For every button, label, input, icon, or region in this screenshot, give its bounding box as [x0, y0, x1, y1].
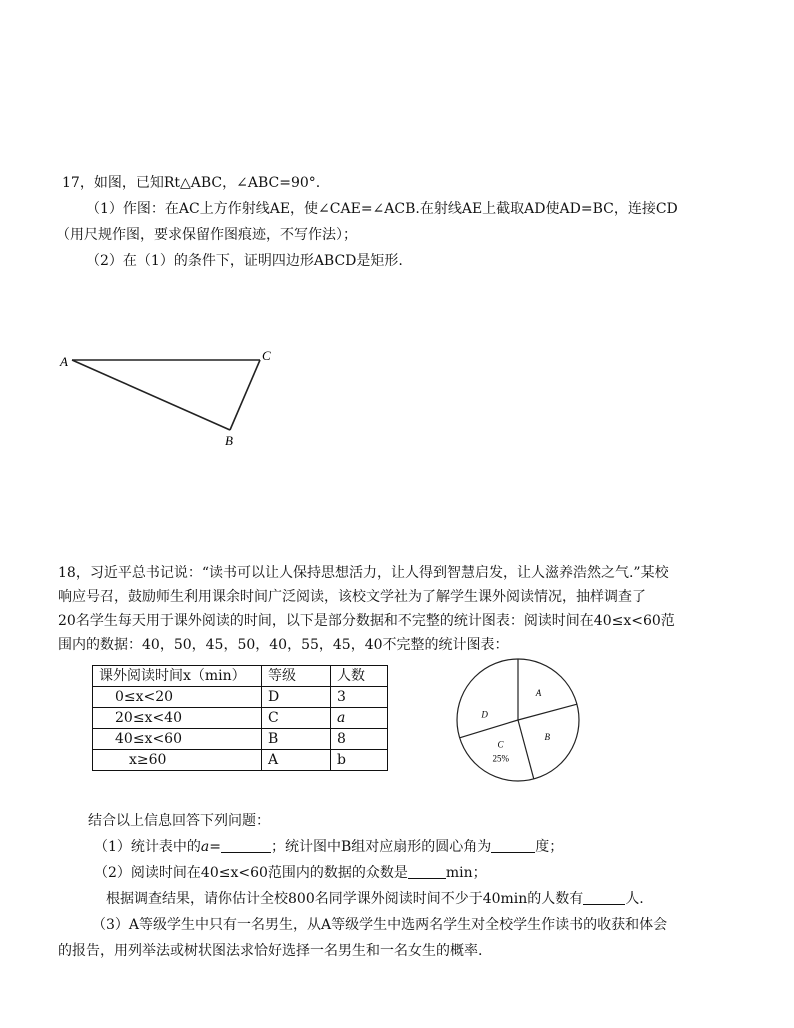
q18-intro: 结合以上信息回答下列问题： [88, 813, 270, 829]
q17-part1-line1: （1）作图：在AC上方作射线AE，使∠CAE=∠ACB.在射线AE上截取AD使AD=BC，连接CD [86, 201, 678, 217]
q18-sub1-text-d: 度； [535, 839, 564, 855]
pie-label-a: A [535, 688, 542, 699]
label-b: B [225, 433, 233, 448]
pie-percent-c: 25% [492, 753, 510, 764]
table-cell: 3 [331, 687, 388, 708]
table-cell: 0≤x<20 [93, 687, 262, 708]
q18-sub1-var: a= [200, 839, 221, 855]
table-cell: x≥60 [93, 750, 262, 771]
q18-line1: 18，习近平总书记说：“读书可以让人保持思想活力，让人得到智慧启发，让人滋养浩然之气.”某校 [58, 565, 669, 581]
q17-stem: 17，如图，已知Rt△ABC，∠ABC=90°. [62, 175, 321, 191]
blank-angle[interactable] [491, 838, 535, 853]
q18-sub2-text-b: min； [445, 865, 487, 881]
segment-cb [230, 360, 260, 430]
q18-sub2 [94, 864, 487, 882]
table-row [93, 729, 388, 750]
q18-sub3-line2: 的报告，用列举法或树状图法求恰好选择一名男生和一名女生的概率. [58, 943, 483, 959]
stats-table [92, 665, 388, 771]
table-header-row [93, 666, 388, 687]
pie-label-c: C [497, 739, 504, 750]
q18-sub1-text-c: ；统计图中B组对应扇形的圆心角为 [271, 839, 492, 855]
segment-ab [72, 360, 230, 430]
q18-sub2c-text-b: 人. [625, 891, 644, 907]
q18-line3: 20名学生每天用于课外阅读的时间，以下是部分数据和不完整的统计图表：阅读时间在40≤x<60范 [58, 613, 675, 629]
pie-label-b: B [544, 732, 550, 742]
q18-sub1-text-a: （1）统计表中的 [94, 839, 201, 855]
table-header: 等级 [262, 666, 331, 687]
blank-mode[interactable] [408, 864, 446, 879]
table-cell: 8 [331, 729, 388, 750]
q17-part1-line2: （用尺规作图，要求保留作图痕迹，不写作法）； [56, 227, 357, 243]
q18-sub2c-text-a: 根据调查结果，请你估计全校800名同学课外阅读时间不少于40min的人数有 [106, 891, 584, 907]
blank-estimate[interactable] [583, 890, 625, 905]
table-row [93, 687, 388, 708]
pie-label-d: D [481, 709, 488, 720]
label-c: C [262, 348, 271, 363]
table-cell: 40≤x<60 [93, 729, 262, 750]
table-row [93, 708, 388, 729]
q18-line2: 响应号召，鼓励师生利用课余时间广泛阅读，该校文学社为了解学生课外阅读情况，抽样调查了 [58, 589, 646, 605]
table-row [93, 750, 388, 771]
table-cell: C [262, 708, 331, 729]
triangle-abc-figure [58, 348, 298, 448]
q18-sub1 [94, 838, 563, 856]
table-cell: 20≤x<40 [93, 708, 262, 729]
table-header: 课外阅读时间x（min） [93, 666, 262, 687]
q18-sub2c [106, 890, 644, 908]
q18-sub2-text-a: （2）阅读时间在40≤x<60范围内的数据的众数是 [94, 865, 408, 881]
label-a: A [60, 354, 68, 369]
table-cell: A [262, 750, 331, 771]
table-header: 人数 [331, 666, 388, 687]
pie-chart [452, 656, 592, 786]
table-cell: a [331, 708, 388, 729]
table-cell: D [262, 687, 331, 708]
table-cell: B [262, 729, 331, 750]
q17-part2: （2）在（1）的条件下，证明四边形ABCD是矩形. [86, 253, 403, 269]
q18-sub3-line1: （3）A等级学生中只有一名男生，从A等级学生中选两名学生对全校学生作读书的收获和体会 [92, 917, 668, 933]
blank-a[interactable] [221, 838, 271, 853]
q18-line4: 围内的数据：40，50，45，50，40，55，45，40不完整的统计图表： [58, 637, 509, 653]
table-cell: b [331, 750, 388, 771]
